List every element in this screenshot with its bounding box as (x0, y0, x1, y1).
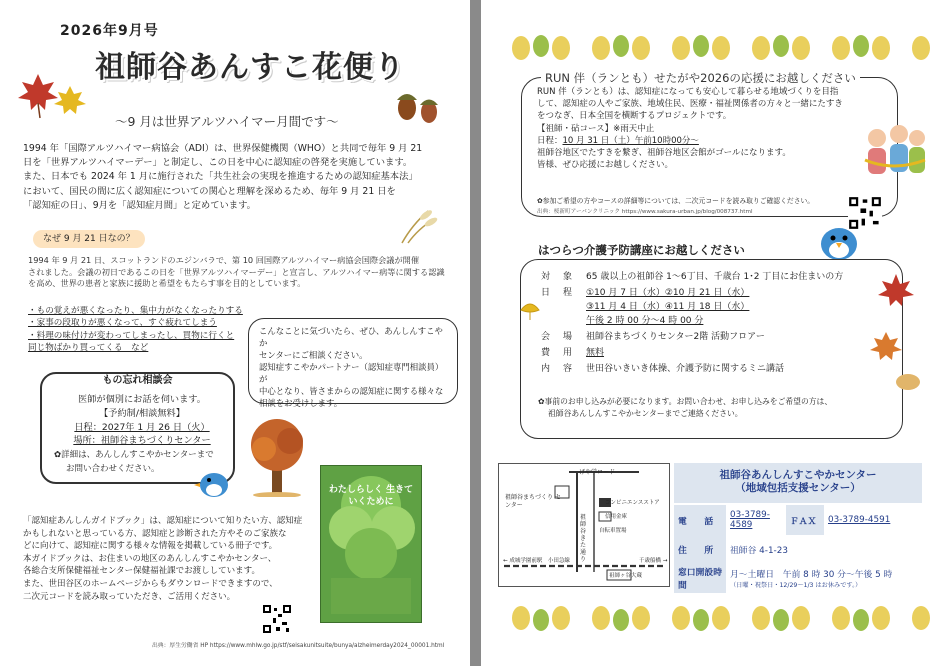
run-tomo-source: 出典：桜新町アーバンクリニック https://www.sakura-urban.jp/blog/008737.html (537, 209, 753, 215)
care-detail-key: 会 場 (541, 332, 575, 342)
acorns-illustration (392, 80, 444, 128)
care-detail-value: 祖師谷まちづくりセンター2階 活動フロアー (586, 332, 765, 342)
care-detail-key: 費 用 (541, 348, 575, 358)
care-prevention-note (538, 396, 873, 420)
address-label: 住 所 (674, 535, 726, 563)
map-label: 祖師谷きた通り (580, 514, 587, 563)
care-detail-key: 内 容 (541, 364, 575, 374)
care-detail-value: 無料 (586, 348, 605, 358)
hours-label: 窓口開設時間 (674, 563, 726, 593)
phone-label: 電 話 (674, 505, 726, 535)
map-label: 祖師谷まちづくり センター (505, 494, 561, 509)
care-note-line: ✿事前のお申し込みが必要になります。お問い合わせ、お申し込みをご希望の方は、 (538, 397, 833, 406)
care-detail-value: 世田谷いきいき体操、介護予防に関するミニ講話 (586, 364, 785, 374)
issue-date: 2026年9月号 (60, 23, 159, 39)
newsletter-title: 祖師谷あんすこ花便り (95, 50, 405, 85)
map-label: 自転車置場 (599, 528, 627, 534)
run-date: 10 月 31 日（土）午前10時00分～ (562, 135, 699, 146)
run-line: して、認知症の人やご家族、地域住民、医療・福祉関係者の方々と一緒にたすき (537, 99, 843, 110)
runners-illustration (859, 120, 929, 192)
consultation-doctor-note: 医師が個別にお話を伺います。 (78, 394, 206, 405)
pear-border-bottom (499, 600, 944, 636)
intro-paragraph (23, 142, 453, 213)
why-sept-21-explanation (28, 255, 458, 290)
symptom-list (28, 305, 243, 355)
run-tomo-note: ✿参加ご希望の方やコースの詳細等については、二次元コードを読み取りご確認ください。 (537, 197, 815, 205)
consultation-title: もの忘れ相談会 (102, 375, 173, 386)
intro-line: 「認知症の日」、9月を「認知症月間」と定めています。 (23, 199, 256, 211)
center-name-line: 祖師谷あんしんすこやかセンター (719, 469, 877, 481)
pampas-grass-illustration (398, 205, 438, 245)
center-name (674, 463, 922, 503)
symptom-item: 同じ物ばかり買ってくる など (28, 343, 149, 354)
run-tomo-title: RUN 伴（ランとも）せたがや2026の応援にお越しください (541, 70, 860, 86)
map-label: コンビニエンスストア (605, 500, 660, 506)
intro-line: 1994 年「国際アルツハイマー病協会（ADI）は、世界保健機関（WHO）と共同で毎年 9 月 21 (23, 143, 423, 154)
why-line: 1994 年 9 月 21 日、スコットランドのエジンバラで、第 10 回国際アルツハイマー病協会国際会議が開催 (28, 255, 420, 265)
symptom-item: ・料理の味付けが変わってしまったし、買物に行くと (28, 330, 235, 341)
center-info-table (674, 505, 922, 593)
why-line: を高め、世界の患者と家族に援助と希望をもたらす事を目的としています。 (28, 278, 306, 289)
guide-line: また、世田谷区のホームページからもダウンロードできますので、 (23, 578, 278, 589)
care-detail-row (541, 314, 861, 328)
care-note-line: 祖師谷あんしんすこやかセンターまでご連絡ください。 (548, 409, 743, 419)
care-detail-row (541, 286, 861, 300)
phone-row (674, 505, 922, 535)
guidebook-qr-code[interactable] (262, 604, 292, 634)
run-line: 祖師谷地区でたすきを繋ぎ、祖師谷地区会館がゴールになります。 (537, 148, 791, 159)
hours-note: （日曜・祝祭日・12/29～1/3 はお休みです。） (730, 582, 862, 589)
bubble-line: こんなことに気づいたら、ぜひ、あんしんすこやか (259, 326, 443, 348)
newsletter-page-right (481, 0, 951, 666)
care-detail-key: 対 象 (541, 272, 575, 282)
phone-number[interactable]: 03-3789-4589 (730, 510, 770, 530)
consultation-contact-note: ✿詳細は、あんしんすこやかセンターまで (54, 450, 214, 461)
pear-border-top (499, 26, 944, 62)
fax-number: 03-3789-4591 (828, 515, 891, 525)
ginkgo-leaf-icon (519, 300, 541, 322)
bubble-line: センターにご相談ください。 (259, 350, 368, 360)
newsletter-subtitle: ～9 月は世界アルツハイマー月間です～ (115, 114, 339, 129)
autumn-tree-illustration (246, 415, 308, 497)
guide-line: どに向けて、認知症に関する様々な情報を掲載している冊子です。 (23, 541, 278, 552)
care-detail-key: 日 程 (541, 288, 575, 298)
map-label: げや学ロード (579, 469, 616, 476)
consultation-speech-bubble (248, 318, 458, 408)
consultation-place: 場所：祖師谷まちづくりセンター (73, 435, 211, 447)
care-detail-row (541, 330, 861, 344)
maple-leaves-illustration (18, 70, 90, 120)
consultation-reservation: 【予約制/相談無料】 (99, 407, 185, 419)
run-line: RUN 伴（ランとも）は、認知症になっても安心して暮らせる地域づくりを目指 (537, 87, 839, 97)
guide-line: 「認知症あんしんガイドブック」は、認知症について知りたい方、認知症 (23, 516, 303, 526)
run-date-label: 日程： (537, 135, 563, 146)
source-citation: 出典：厚生労働省 HP https://www.mhlw.go.jp/stf/seisakunitsuite/bunya/alzheimerday2024_00001.html (152, 643, 445, 649)
center-name-line: （地域包括支援センター） (735, 482, 861, 494)
consultation-date: 日程：2027年 1 月 26 日（火） (74, 421, 210, 433)
intro-line: において、国民の間に広く認知症についての関心と理解を深めるため、毎年 9 月 21 日を (23, 185, 396, 197)
run-line: 皆様、ぜひ応援にお越しください。 (537, 160, 674, 171)
why-line: されました。会議の初日であるこの日を「世界アルツハイマーデー」と宣言し、アルツハイマー病等に関する認識 (28, 266, 445, 277)
bubble-line: 中心となり、皆さまからの認知症に関する様々な (259, 386, 444, 396)
guide-line: 本ガイドブックは、お住まいの地区のあんしんすこやかセンター、 (23, 553, 277, 564)
map-label: ← 成城学園前駅 小田急線 (503, 558, 570, 564)
guidebook-title: わたしらしく 生きていくために (328, 485, 414, 507)
care-detail-row (541, 362, 861, 376)
map-label: 信用金庫 (605, 514, 628, 520)
intro-line: また、日本でも 2024 年 1 月に施行された「共生社会の実現を推進するための認知症基本法」 (23, 171, 418, 183)
hours-row (674, 563, 922, 593)
consultation-contact-note: お問い合わせください。 (66, 463, 160, 474)
run-date-line (537, 135, 907, 147)
care-detail-row (541, 346, 861, 360)
newsletter-page-left (0, 0, 470, 666)
guide-line: 各総合支所保健福祉センター保健福祉課でお渡ししています。 (23, 566, 260, 577)
run-line: をつなぎ、日本全国を横断するプロジェクトです。 (537, 111, 732, 122)
bubble-line: 認知症すこやかパートナー（認知症専門相談員）が (259, 362, 444, 384)
guidebook-cover (320, 465, 422, 623)
map-label: 千歳船橋 → (639, 558, 668, 564)
access-map (498, 463, 670, 587)
care-detail-value: 午後 2 時 00 分～4 時 00 分 (586, 316, 704, 326)
address-value: 祖師谷 4-1-23 (730, 545, 788, 556)
address-row (674, 535, 922, 563)
hours-cell (726, 563, 922, 593)
guidebook-description (23, 515, 315, 603)
care-detail-row (541, 300, 861, 314)
map-label: 祖師ヶ谷大蔵 (609, 573, 643, 579)
guide-line: 二次元コードを読み取っていただき、ご活用ください。 (23, 591, 236, 602)
fax-label: ＦＡＸ (786, 505, 824, 535)
care-detail-value: 65 歳以上の祖師谷 1～6丁目、千歳台 1･2 丁目にお住まいの方 (586, 272, 844, 282)
why-sept-21-label: なぜ 9 月 21 日なの？ (33, 230, 145, 248)
care-prevention-title: はつらつ介護予防講座にお越しください (535, 242, 748, 258)
bluebird-mascot (194, 465, 234, 501)
guide-line: かもしれないと思っている方、認知症と診断された方やそのご家族な (23, 528, 287, 539)
run-line: 【祖師・砧コース】※雨天中止 (537, 123, 655, 134)
intro-line: 日を「世界アルツハイマーデー」と制定し、この日を中心に認知症の啓発を実施しています。 (23, 157, 413, 169)
symptom-item: ・もの覚えが悪くなったり、集中力がなくなったりする (28, 306, 243, 316)
run-tomo-description (537, 86, 907, 171)
bubble-line: 相談をお受けします。 (259, 398, 343, 408)
care-detail-row (541, 270, 861, 284)
symptom-item: ・家事の段取りが悪くなって、すぐ疲れてしまう (28, 318, 217, 329)
autumn-leaves-illustration (866, 270, 926, 400)
hours-value: 月～土曜日 午前 8 時 30 分～午後 5 時 (730, 570, 893, 580)
care-detail-value: ③11 月 4 日（水）④11 月 18 日（水） (586, 302, 750, 312)
care-detail-value: ①10 月 7 日（水）②10 月 21 日（水） (586, 288, 750, 298)
